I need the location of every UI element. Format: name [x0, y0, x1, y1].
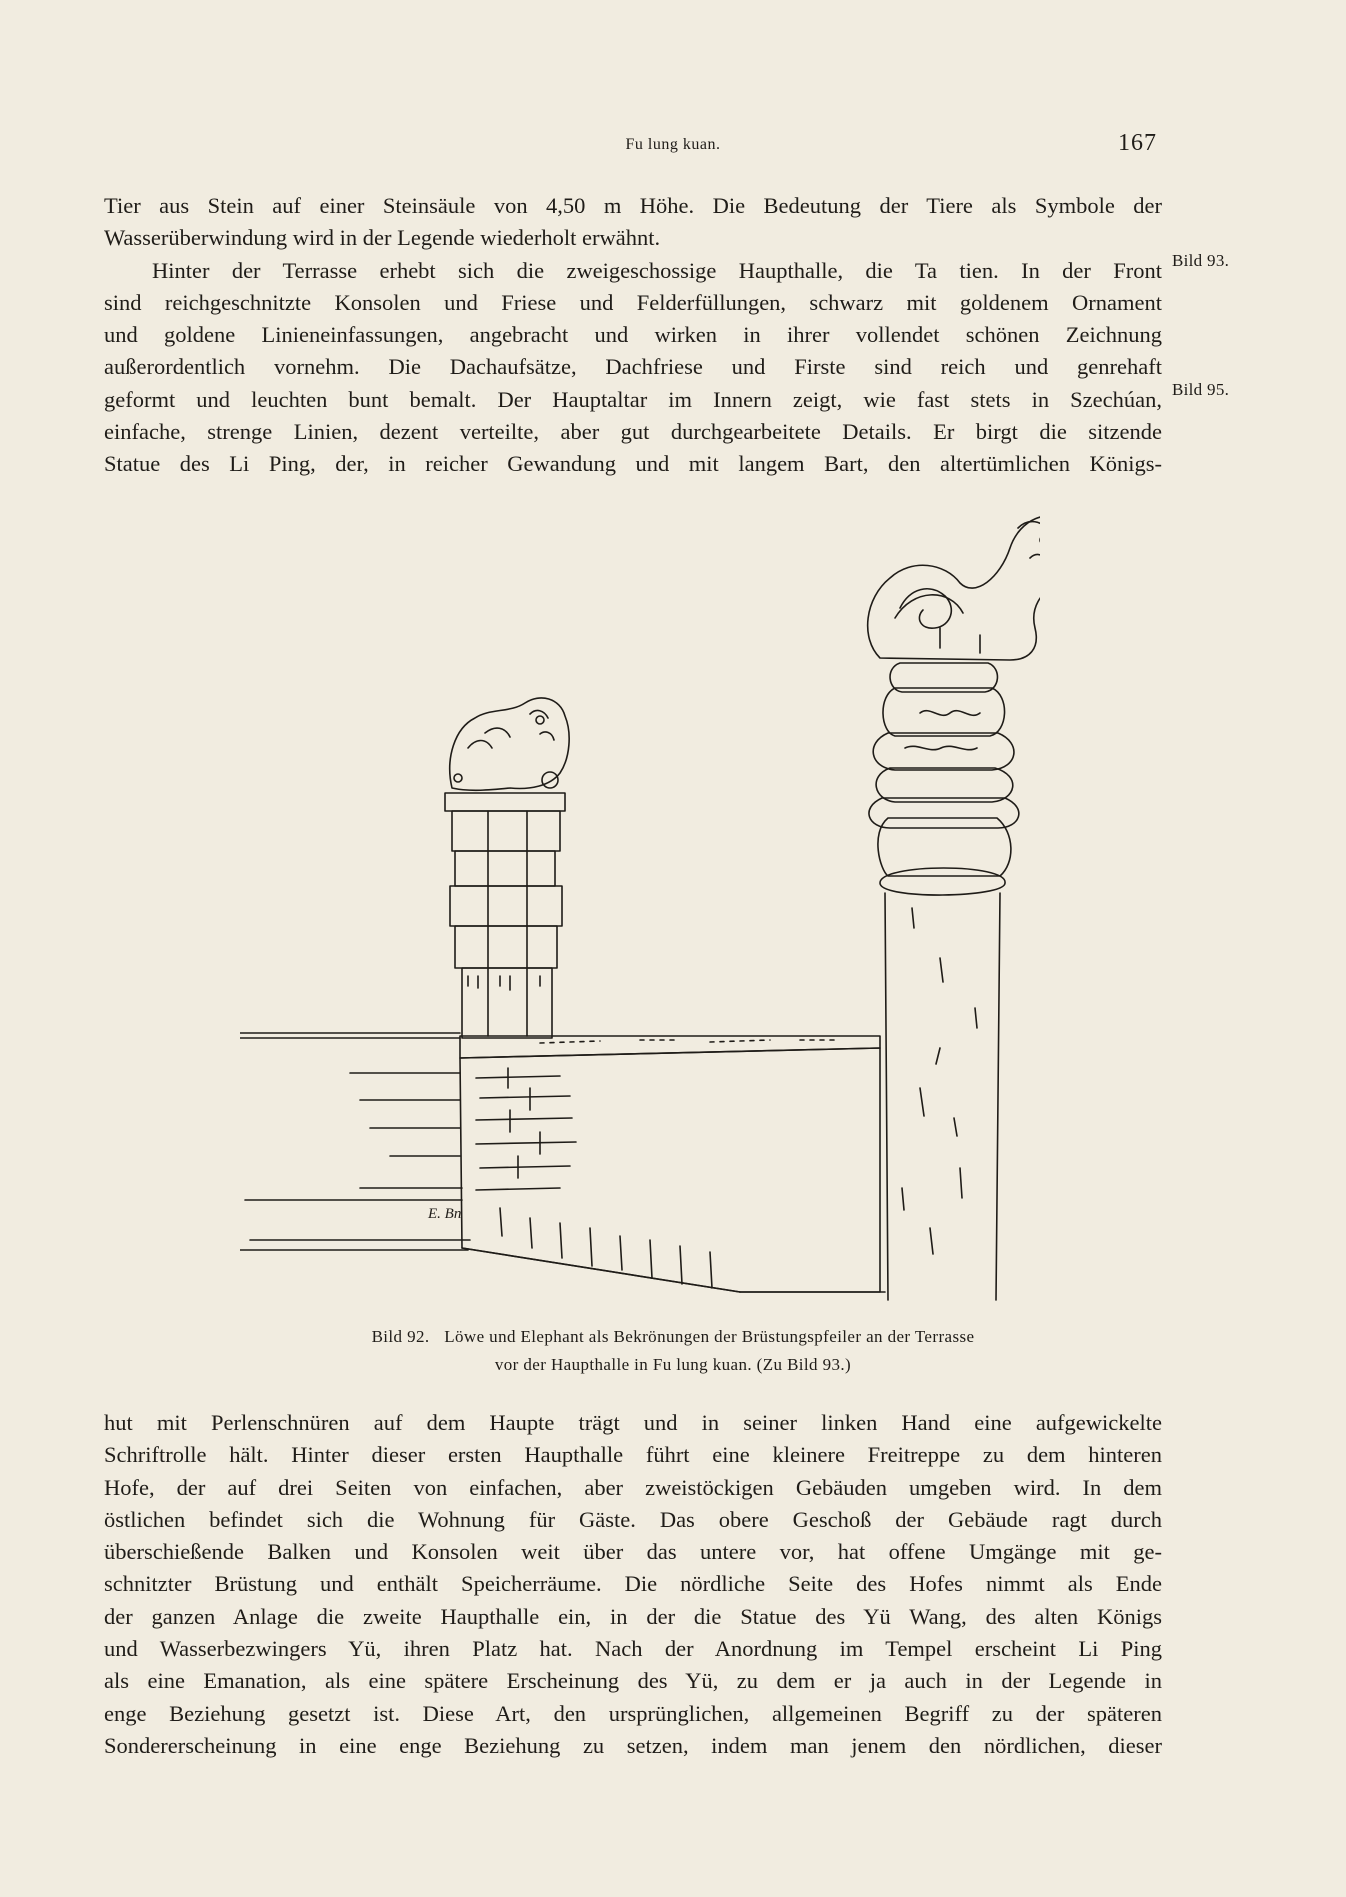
text-line: schnitzter Brüstung und enthält Speicherräume. Die nördliche Seite des Hofes nimmt als Ende	[104, 1571, 1162, 1597]
page-number: 167	[1118, 130, 1157, 156]
text-line: und goldene Linieneinfassungen, angebracht und wirken in ihrer vollendet schönen Zeichnung	[104, 322, 1162, 348]
caption-line: vor der Haupthalle in Fu lung kuan. (Zu Bild 93.)	[494, 1355, 852, 1374]
margin-note: Bild 95.	[1172, 380, 1230, 399]
running-head: Fu lung kuan.	[625, 136, 721, 153]
elephant-pillar	[868, 516, 1040, 1300]
text-line: hut mit Perlenschnüren auf dem Haupte trägt und in seiner linken Hand eine aufgewickelte	[104, 1410, 1162, 1435]
text-line: Sondererscheinung in eine enge Beziehung zu setzen, indem man jenem den nördlichen, dieser	[104, 1732, 1162, 1758]
pillars-drawing	[240, 488, 1040, 1308]
text-line: und Wasserbezwingers Yü, ihren Platz hat. Nach der Anordnung im Tempel erscheint Li Ping	[104, 1636, 1162, 1662]
text-line: Hofe, der auf drei Seiten von einfachen, aber zweistöckigen Gebäuden umgeben wird. In dem	[104, 1474, 1162, 1500]
lion-pillar	[445, 698, 569, 1038]
text-line: einfache, strenge Linien, dezent verteilte, aber gut durchgearbeitete Details. Er birgt die sitzende	[104, 419, 1162, 445]
text-line: Schriftrolle hält. Hinter dieser ersten Haupthalle führt eine kleinere Freitreppe zu dem hinteren	[104, 1442, 1162, 1468]
artist-signature: E. Bn	[428, 1206, 462, 1222]
caption-line: Löwe und Elephant als Bekrönungen der Brüstungspfeiler an der Terrasse	[444, 1327, 975, 1346]
text-line: geformt und leuchten bunt bemalt. Der Hauptaltar im Innern zeigt, wie fast stets in Szechúan,	[104, 386, 1162, 412]
text-line: Hinter der Terrasse erhebt sich die zweigeschossige Haupthalle, die Ta tien. In der Front	[152, 257, 1162, 283]
body-text-top	[104, 190, 1162, 481]
body-text-bottom	[104, 1407, 1162, 1762]
text-line: sind reichgeschnitzte Konsolen und Friese und Felderfüllungen, schwarz mit goldenem Ornament	[104, 289, 1162, 315]
text-line: außerordentlich vornehm. Die Dachaufsätze, Dachfriese und Firste sind reich und genrehaft	[104, 354, 1162, 380]
text-line: Tier aus Stein auf einer Steinsäule von 4,50 m Höhe. Die Bedeutung der Tiere als Symbole der	[104, 193, 1162, 218]
caption-label: Bild 92.	[371, 1327, 430, 1346]
text-line: Wasserüberwindung wird in der Legende wiederholt erwähnt.	[104, 225, 661, 251]
text-line: östlichen befindet sich die Wohnung für Gäste. Das obere Geschoß der Gebäude ragt durch	[104, 1506, 1162, 1532]
text-line: der ganzen Anlage die zweite Haupthalle ein, in der die Statue des Yü Wang, des alten Königs	[104, 1603, 1162, 1629]
figure-caption	[0, 1323, 1346, 1379]
figure-illustration	[240, 488, 1040, 1308]
balustrade-wall	[460, 1036, 880, 1292]
margin-note: Bild 93.	[1172, 251, 1230, 270]
text-line: enge Beziehung gesetzt ist. Diese Art, den ursprünglichen, allgemeinen Begriff zu der späteren	[104, 1700, 1162, 1726]
text-line: als eine Emanation, als eine spätere Erscheinung des Yü, zu dem er ja auch in der Legende in	[104, 1668, 1162, 1694]
text-line: Statue des Li Ping, der, in reicher Gewandung und mit langem Bart, den altertümlichen Königs-	[104, 451, 1162, 477]
text-line: überschießende Balken und Konsolen weit über das untere vor, hat offene Umgänge mit ge-	[104, 1539, 1162, 1565]
